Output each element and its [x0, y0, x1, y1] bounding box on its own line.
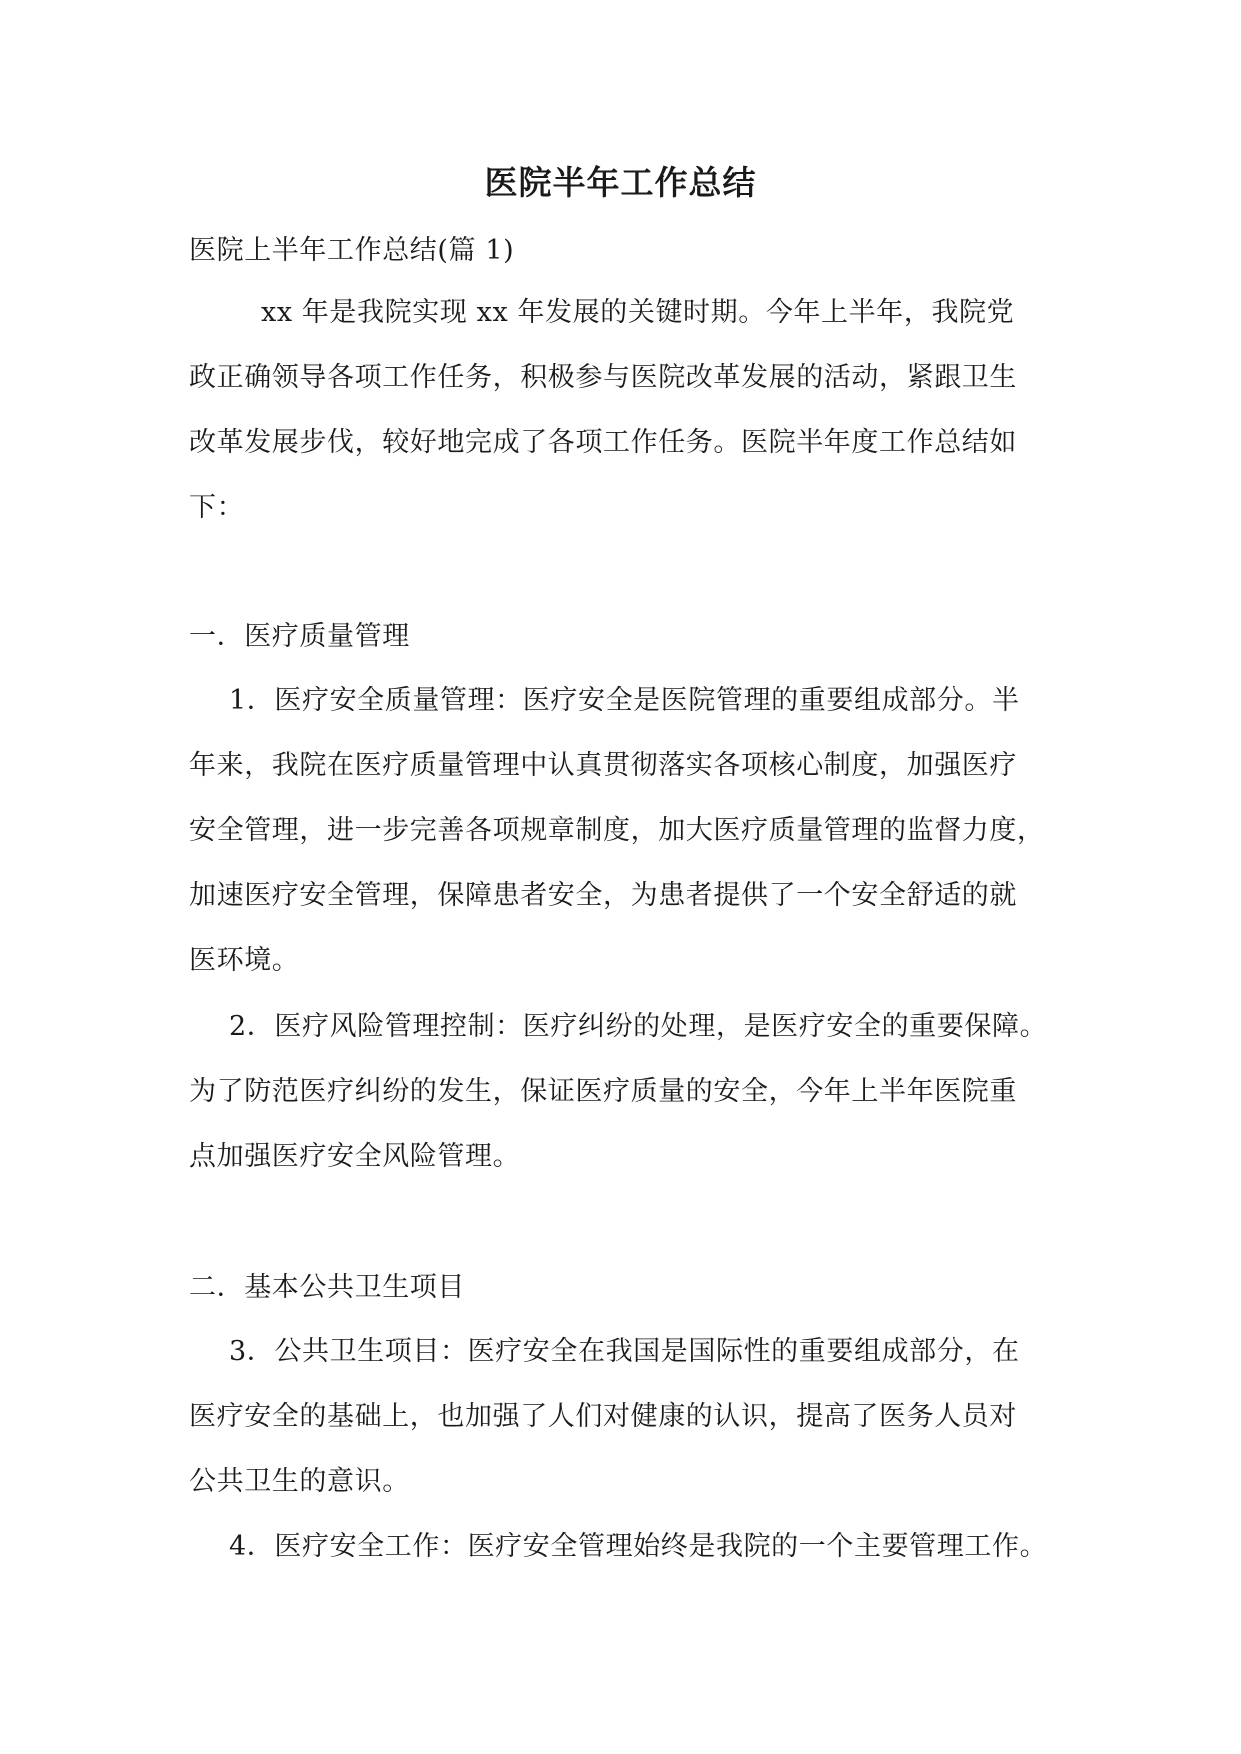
section-heading-text: 二．基本公共卫生项目 — [189, 1272, 465, 1303]
document-subtitle — [189, 218, 1069, 283]
item-paragraph-1 — [189, 668, 1069, 993]
paragraph-line: 安全管理，进一步完善各项规章制度，加大医疗质量管理的监督力度， — [189, 815, 1045, 846]
paragraph-line: 医环境。 — [189, 945, 300, 976]
paragraph-line: 2．医疗风险管理控制：医疗纠纷的处理，是医疗安全的重要保障。 — [229, 1011, 1048, 1042]
paragraph-line: 公共卫生的意识。 — [189, 1466, 410, 1497]
paragraph-line: 下： — [189, 492, 245, 523]
section-heading-text: 一．医疗质量管理 — [189, 621, 410, 652]
paragraph-line: 医疗安全的基础上，也加强了人们对健康的认识，提高了医务人员对 — [189, 1401, 1017, 1432]
paragraph-line: 4．医疗安全工作：医疗安全管理始终是我院的一个主要管理工作。 — [229, 1531, 1048, 1562]
paragraph-line: 3．公共卫生项目：医疗安全在我国是国际性的重要组成部分，在 — [229, 1336, 1020, 1367]
paragraph-line: 改革发展步伐，较好地完成了各项工作任务。医院半年度工作总结如 — [189, 427, 1017, 458]
item-paragraph-3 — [189, 1319, 1069, 1514]
item-paragraph-4 — [189, 1514, 1069, 1579]
paragraph-line: 点加强医疗安全风险管理。 — [189, 1141, 521, 1172]
item-paragraph-2 — [189, 994, 1069, 1189]
section-heading-quality — [189, 604, 1069, 669]
paragraph-line: 年来，我院在医疗质量管理中认真贯彻落实各项核心制度，加强医疗 — [189, 750, 1017, 781]
section-heading-public-health — [189, 1255, 1069, 1320]
paragraph-line: 加速医疗安全管理，保障患者安全，为患者提供了一个安全舒适的就 — [189, 880, 1017, 911]
paragraph-line: 政正确领导各项工作任务，积极参与医院改革发展的活动，紧跟卫生 — [189, 362, 1017, 393]
intro-paragraph — [189, 280, 1069, 540]
paragraph-line: 为了防范医疗纠纷的发生，保证医疗质量的安全，今年上半年医院重 — [189, 1076, 1017, 1107]
paragraph-line: 1．医疗安全质量管理：医疗安全是医院管理的重要组成部分。半 — [229, 685, 1020, 716]
paragraph-line: xx 年是我院实现 xx 年发展的关键时期。今年上半年，我院党 — [261, 297, 1015, 328]
subtitle-line: 医院上半年工作总结(篇 1) — [189, 235, 515, 266]
document-title: 医院半年工作总结 — [484, 163, 757, 202]
